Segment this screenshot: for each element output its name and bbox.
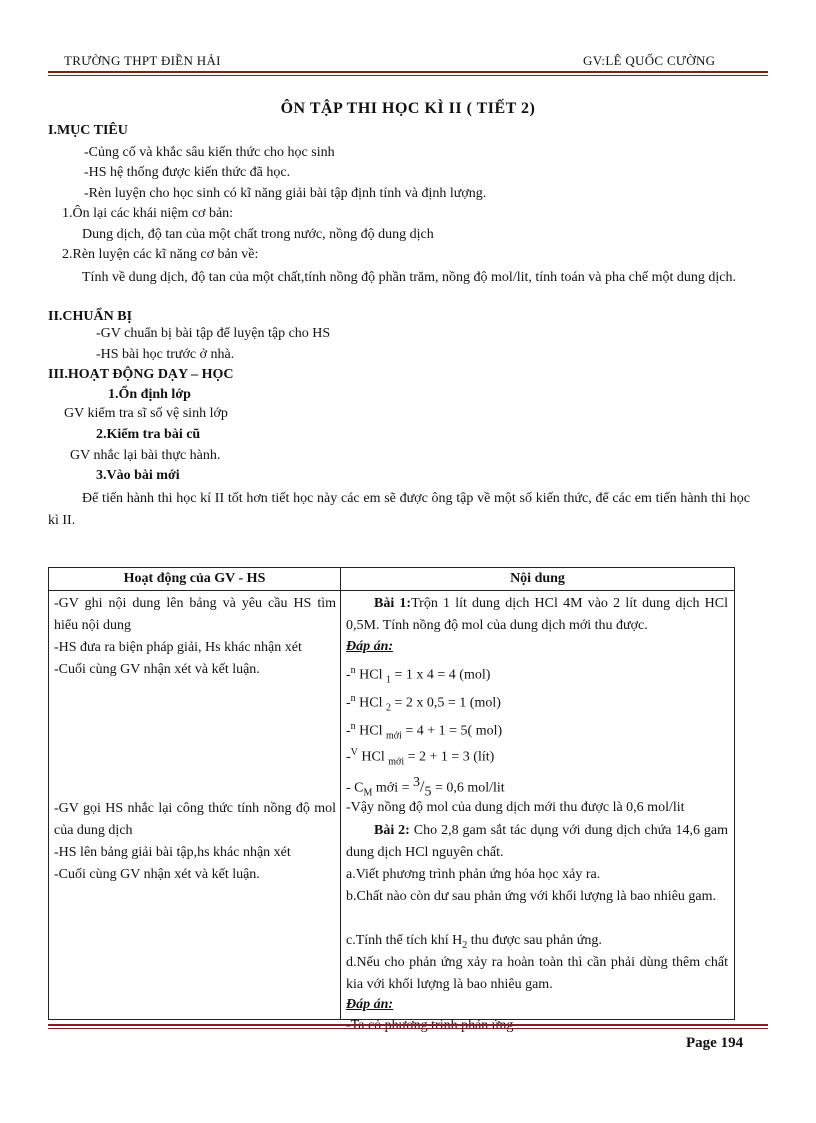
exercise-label: Bài 2: xyxy=(374,823,410,838)
activity-text: -HS lên bảng giải bài tập,hs khác nhận xét xyxy=(54,845,291,860)
school-name: TRƯỜNG THPT ĐIỀN HẢI xyxy=(64,53,221,68)
conclusion-text: -Vậy nồng độ mol của dung dịch mới thu được là 0,6 mol/lit xyxy=(346,800,685,815)
exercise-1 xyxy=(346,593,728,637)
subsection-text: Dung dịch, độ tan của một chất trong nước, nồng độ dung dịch xyxy=(82,227,434,242)
equation-line: -$^V$ HCl $_{mới}$ = 2 + 1 = 3 (lít) xyxy=(346,747,495,768)
equation-line: - $C_M$ mới = $^3/_5 = 0,6$ mol/lit xyxy=(346,775,505,800)
subsection-title: 2.Rèn luyện các kĩ năng cơ bản về: xyxy=(62,247,259,262)
table-header-content: Nội dung xyxy=(341,568,735,591)
activity-text: -Cuối cùng GV nhận xét và kết luận. xyxy=(54,867,260,882)
subsection-text: Tính về dung dịch, độ tan của một chất,tính nồng độ phần trăm, nồng độ mol/lit, tính toán và pha chế một dung dịch. xyxy=(82,270,736,285)
objective-item: -HS hệ thống được kiến thức đã học. xyxy=(84,165,291,180)
step-text: Để tiến hành thi học kí II tốt hơn tiết học này các em sẽ được ông tập về một số kiến thức, để các em tiến hành thi học kì II. xyxy=(48,491,750,528)
header-rule xyxy=(48,71,768,73)
teacher-name: GV:LÊ QUỐC CƯỜNG xyxy=(583,53,716,68)
lesson-table xyxy=(48,567,735,1020)
activity-text: -GV ghi nội dung lên bảng và yêu cầu HS tìm hiểu nội dung xyxy=(54,596,336,633)
section-activities: III.HOẠT ĐỘNG DẠY – HỌC xyxy=(48,367,234,382)
objective-item: -Củng cố và khắc sâu kiến thức cho học sinh xyxy=(84,145,335,160)
preparation-item: -GV chuẩn bị bài tập để luyện tập cho HS xyxy=(96,326,331,341)
exercise-part: d.Nếu cho phản ứng xảy ra hoàn toàn thì cần phải dùng thêm chất kia với khối lượng là bao nhiêu gam. xyxy=(346,955,728,992)
activity-text: -Cuối cùng GV nhận xét và kết luận. xyxy=(54,662,260,677)
section-preparation: II.CHUẨN BỊ xyxy=(48,309,133,324)
step-text: GV kiểm tra sĩ số vệ sinh lớp xyxy=(64,406,228,421)
answer-text xyxy=(346,1018,513,1034)
equation-line: -$^n$ HCl $_2$ = 2 x 0,5 = 1 (mol) xyxy=(346,693,501,714)
equation-line: -$^n$ HCl $_1$ = 1 x 4 = 4 (mol) xyxy=(346,665,491,686)
page-number: Page 194 xyxy=(686,1035,744,1051)
footer-rule-thin xyxy=(48,1028,768,1029)
activity-text: -GV gọi HS nhắc lại công thức tính nồng độ mol của dung dịch xyxy=(54,801,336,838)
activities-cell xyxy=(49,591,341,1020)
activity-text: -HS đưa ra biện pháp giải, Hs khác nhận xét xyxy=(54,640,302,655)
exercise-text: Cho 2,8 gam sắt tác dụng với dung dịch chứa 14,6 gam dung dịch HCl nguyên chất. xyxy=(346,823,729,860)
answer-label: Đáp án: xyxy=(346,997,394,1012)
step-title: 1.Ổn định lớp xyxy=(108,387,191,402)
table-header-activities: Hoạt động của GV - HS xyxy=(49,568,341,591)
exercise-part: a.Viết phương trình phản ứng hóa học xảy ra. xyxy=(346,867,601,882)
step-text: GV nhắc lại bài thực hành. xyxy=(70,448,221,463)
section-objectives: I.MỤC TIÊU xyxy=(48,123,128,138)
exercise-2 xyxy=(346,820,728,864)
exercise-part: c.Tính thể tích khí $H_2$ thu được sau phản ứng. xyxy=(346,933,602,951)
exercise-part: b.Chất nào còn dư sau phản ứng với khối lượng là bao nhiêu gam. xyxy=(346,889,717,904)
exercise-text: Trộn 1 lít dung dịch HCl 4M vào 2 lít dung dịch HCl 0,5M. Tính nồng độ mol của dung dịch mới thu được. xyxy=(346,596,729,633)
footer-rule xyxy=(48,1024,768,1026)
step-title: 3.Vào bài mới xyxy=(96,468,180,483)
preparation-item: -HS bài học trước ở nhà. xyxy=(96,347,235,362)
page-title: ÔN TẬP THI HỌC KÌ II ( TIẾT 2) xyxy=(280,100,536,117)
objective-item: -Rèn luyện cho học sinh có kĩ năng giải bài tập định tính và định lượng. xyxy=(84,186,487,201)
exercise-label: Bài 1: xyxy=(374,596,412,611)
answer-label: Đáp án: xyxy=(346,639,394,654)
subsection-title: 1.Ôn lại các khái niệm cơ bản: xyxy=(62,206,234,221)
equation-line: -$^n$ HCl $_{mới}$ = 4 + 1 = 5( mol) xyxy=(346,721,503,742)
content-cell xyxy=(341,591,735,1020)
step-title: 2.Kiểm tra bài cũ xyxy=(96,427,201,442)
header-rule-thin xyxy=(48,75,768,76)
